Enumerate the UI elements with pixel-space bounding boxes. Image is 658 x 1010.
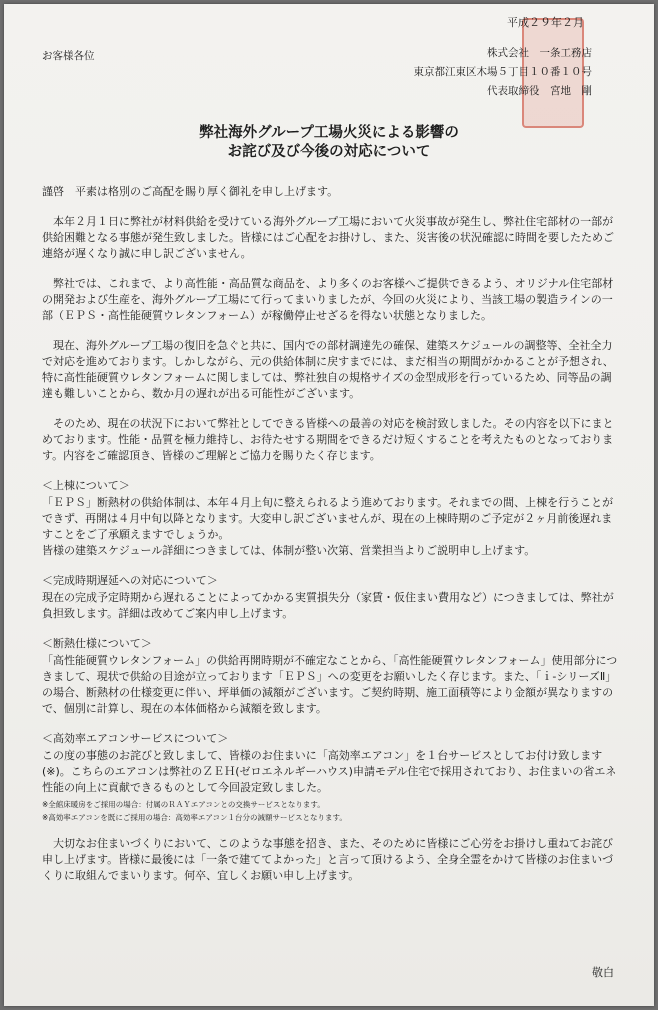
section-body-aircon: この度の事態のお詫びと致しまして、皆様のお住まいに「高効率エアコン」を１台サービスとしてお付け致します(※)。こちらのエアコンは弊社のＺＥＨ(ゼロエネルギーハウス)申請モデル住宅で採用されており、お住まいの省エネ性能の向上に貢献できるものとして今回設定致しました。 [42,749,617,794]
letter-date: 平成２９年２月 [507,16,584,29]
paragraph-4: そのため、現在の状況下において弊社としてできる皆様への最善の対応を検討致しました。その内容を以下にまとめております。性能・品質を極力維持し、お待たせする期間をできるだけ短くすることを考えたものとなっております。内容をご確認頂き、皆様のご理解とご協力を賜りたく存じます。 [42,417,614,462]
sender-address: 東京都江東区木場５丁目１０番１０号 [413,66,592,78]
section-body-insulation: 「高性能硬質ウレタンフォーム」の供給再開時期が不確定なことから、「高性能硬質ウレタンフォーム」使用部分につきまして、現状で供給の目途が立っております「ＥＰＳ」への変更をお願いしたく存じます。また、「ｉ-シリーズⅡ」の場合、断熱材の仕様変更に伴い、坪単価の減額がございます。ご契約時期、施工面積等により金額が異なりますので、個別に計算し、現在の本体価格から減額を致します。 [42,654,618,715]
sender-block [414,44,593,101]
closing-word: 敬白 [592,966,614,979]
paragraph-1: 本年２月１日に弊社が材料供給を受けている海外グループ工場において火災事故が発生し、弊社住宅部材の一部が供給困難となる事態が発生致しました。皆様にはご心配をお掛けし、また、災害後の状況確認に時間を要したためご連絡が遅くなり誠に申し訳ございません。 [42,215,614,260]
aircon-note-2: ※高効率エアコンを既にご採用の場合：高効率エアコン１台分の減額サービスとなります。 [42,813,347,822]
letter-body [42,184,622,898]
section-body-delay: 現在の完成予定時期から遅れることによってかかる実質損失分（家賃・仮住まい費用など）につきましては、弊社が負担致します。詳細は改めてご案内申し上げます。 [42,591,614,620]
section-body-jotou-2: 皆様の建築スケジュール詳細につきましては、体制が整い次第、営業担当よりご説明申し上げます。 [42,544,536,557]
paragraph-2: 弊社では、これまで、より高性能・高品質な商品を、より多くのお客様へご提供できるよう、オリジナル住宅部材の開発および生産を、海外グループ工場にて行ってまいりましたが、今回の火災により、当該工場の製造ラインの一部（ＥＰＳ・高性能硬質ウレタンフォーム）が稼働停止せざるを得ない状態となりました。 [42,277,614,322]
sender-company: 株式会社 一条工務店 [487,47,592,59]
section-heading-delay: ＜完成時期遅延への対応について＞ [42,574,218,587]
final-paragraph: 大切なお住まいづくりにおいて、このような事態を招き、また、そのために皆様にご心労をお掛けし重ねてお詫び申し上げます。皆様に最後には「一条で建ててよかった」と言って頂けるよう、全身全霊をかけて皆様のお住まいづくりに取組んでまいります。何卒、宜しくお願い申し上げます。 [42,837,614,882]
paragraph-3: 現在、海外グループ工場の復旧を急ぐと共に、国内での部材調達先の確保、建築スケジュールの調整等、全社全力で対応を進めております。しかしながら、元の供給体制に戻すまでには、まだ相当の期間がかかることが予想され、特に高性能硬質ウレタンフォームに関しましては、弊社独自の規格サイズの金型成形を行っているため、同等品の調達も難しいことから、数か月の遅れが出る可能性がございます。 [42,339,614,400]
letter-page [4,4,654,1006]
section-heading-aircon: ＜高効率エアコンサービスについて＞ [42,732,229,745]
letter-title [4,124,654,162]
title-line-1: 弊社海外グループ工場火災による影響の [199,125,459,141]
aircon-note-1: ※全館床暖房をご採用の場合：付属のＲＡＹエアコンとの交換サービスとなります。 [42,800,325,809]
recipient: お客様各位 [42,50,95,62]
greeting: 謹啓 平素は格別のご高配を賜り厚く御礼を申し上げます。 [42,185,339,198]
section-heading-insulation: ＜断熱仕様について＞ [42,637,152,650]
section-heading-jotou: ＜上棟について＞ [42,479,130,492]
section-body-jotou: 「ＥＰＳ」断熱材の供給体制は、本年４月上旬に整えられるよう進めております。それまでの間、上棟を行うことができず、再開は４月中旬以降となります。大変申し訳ございませんが、現在の上棟時期のご予定が２ヶ月前後遅れますことをご了承願えますでしょうか。 [42,496,614,541]
title-line-2: お詫び及び今後の対応について [227,144,431,160]
sender-representative: 代表取締役 宮地 剛 [487,85,592,97]
